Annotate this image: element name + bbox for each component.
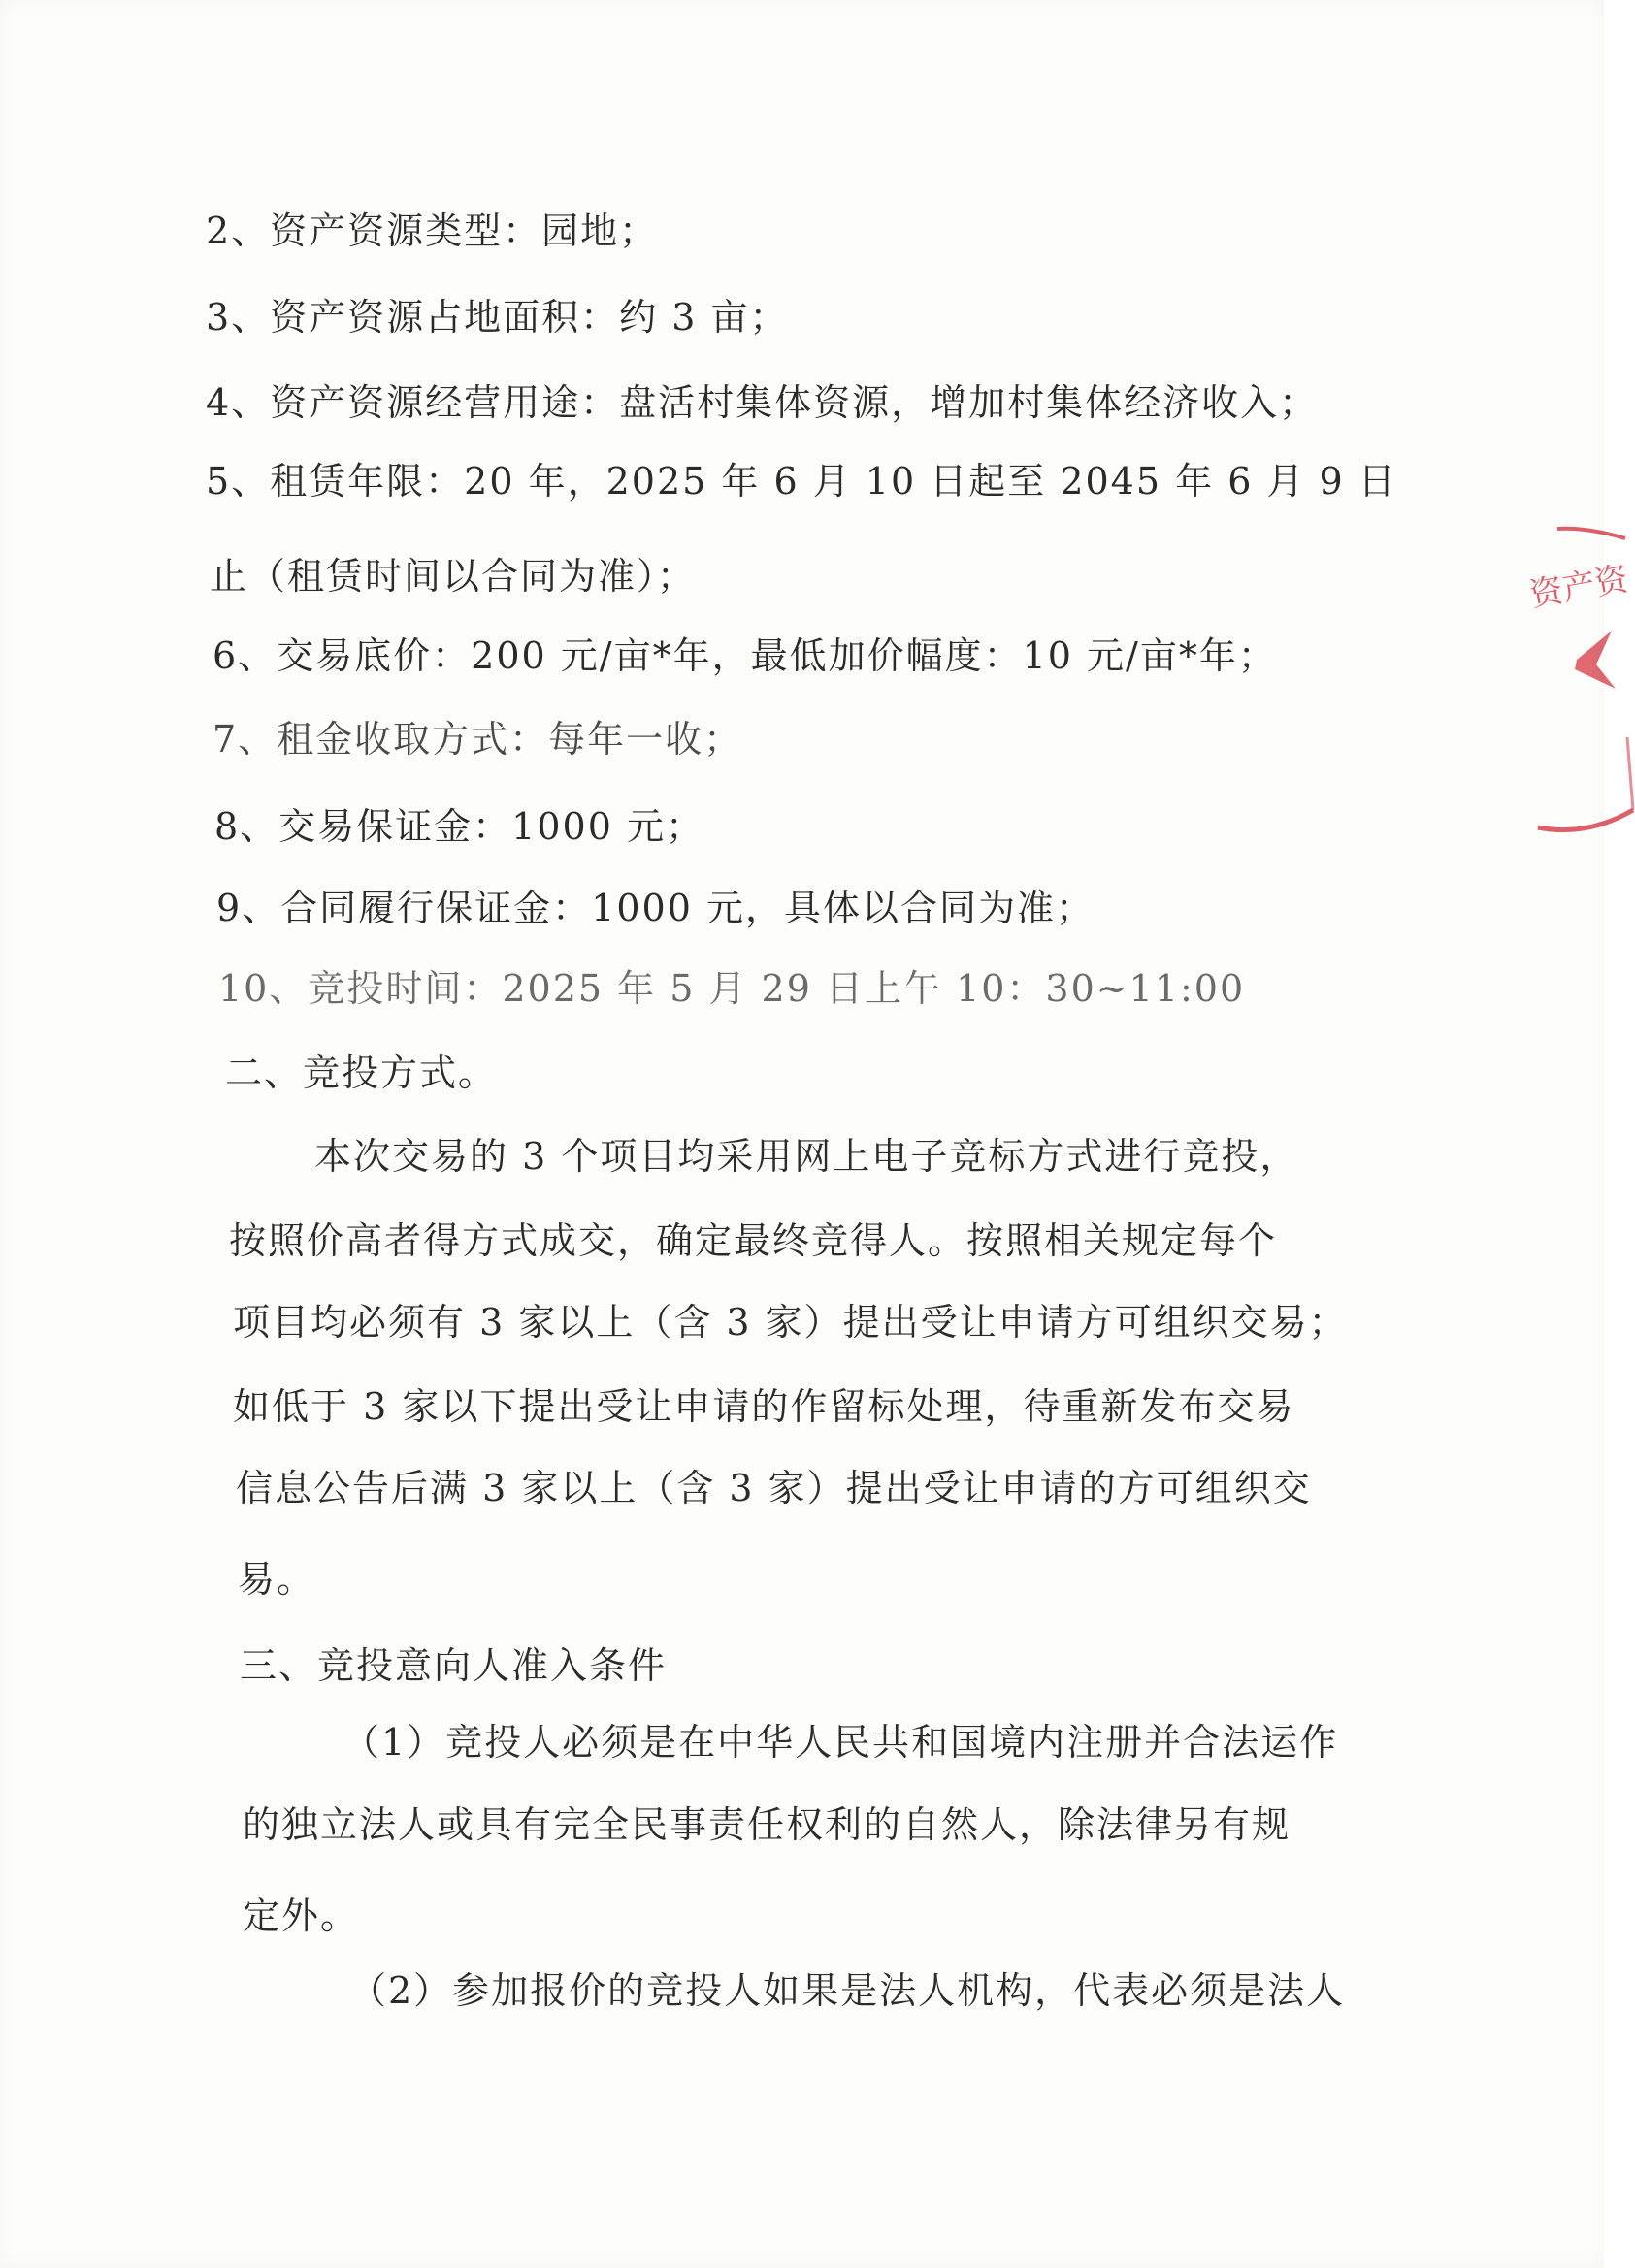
item-lease-term-cont: 止（租赁时间以合同为准）； xyxy=(210,555,697,598)
paragraph-line: 的独立法人或具有完全民事责任权利的自然人，除法律另有规 xyxy=(243,1803,1292,1846)
section-heading-bidding-method: 二、竞投方式。 xyxy=(225,1052,498,1094)
paragraph-line: （2）参加报价的竞投人如果是法人机构，代表必须是法人 xyxy=(349,1969,1346,2012)
item-bid-time: 10、竞投时间：2025 年 5 月 29 日上午 10：30~11:00 xyxy=(218,967,1246,1010)
paragraph-line: 定外。 xyxy=(243,1895,360,1937)
item-lease-term: 5、租赁年限：20 年，2025 年 6 月 10 日起至 2045 年 6 月 9 日 xyxy=(206,460,1397,502)
paragraph-line: 按照价高者得方式成交，确定最终竞得人。按照相关规定每个 xyxy=(229,1219,1278,1262)
paragraph-line: 信息公告后满 3 家以上（含 3 家）提出受让申请的方可组织交 xyxy=(236,1467,1312,1509)
paragraph-line: 项目均必须有 3 家以上（含 3 家）提出受让申请方可组织交易； xyxy=(233,1301,1348,1344)
item-rent-collection: 7、租金收取方式：每年一收； xyxy=(213,718,743,761)
paragraph-line: 易。 xyxy=(238,1558,316,1601)
section-heading-eligibility: 三、竞投意向人准入条件 xyxy=(240,1644,668,1687)
official-seal-icon xyxy=(1519,519,1635,839)
paragraph-line: 本次交易的 3 个项目均采用网上电子竞标方式进行竞投， xyxy=(314,1135,1299,1178)
paragraph-line: 如低于 3 家以下提出受让申请的作留标处理，待重新发布交易 xyxy=(233,1385,1295,1428)
item-land-area: 3、资产资源占地面积：约 3 亩； xyxy=(206,296,789,339)
item-reserve-price: 6、交易底价：200 元/亩*年，最低加价幅度：10 元/亩*年； xyxy=(213,634,1277,677)
item-deposit: 8、交易保证金：1000 元； xyxy=(214,805,704,848)
item-asset-type: 2、资产资源类型：园地； xyxy=(206,210,659,252)
paragraph-line: （1）竞投人必须是在中华人民共和国境内注册并合法运作 xyxy=(343,1721,1339,1764)
item-performance-deposit: 9、合同履行保证金：1000 元，具体以合同为准； xyxy=(216,887,1095,929)
item-usage: 4、资产资源经营用途：盘活村集体资源，增加村集体经济收入； xyxy=(206,381,1319,424)
seal-text: 资产资 xyxy=(1526,559,1632,615)
